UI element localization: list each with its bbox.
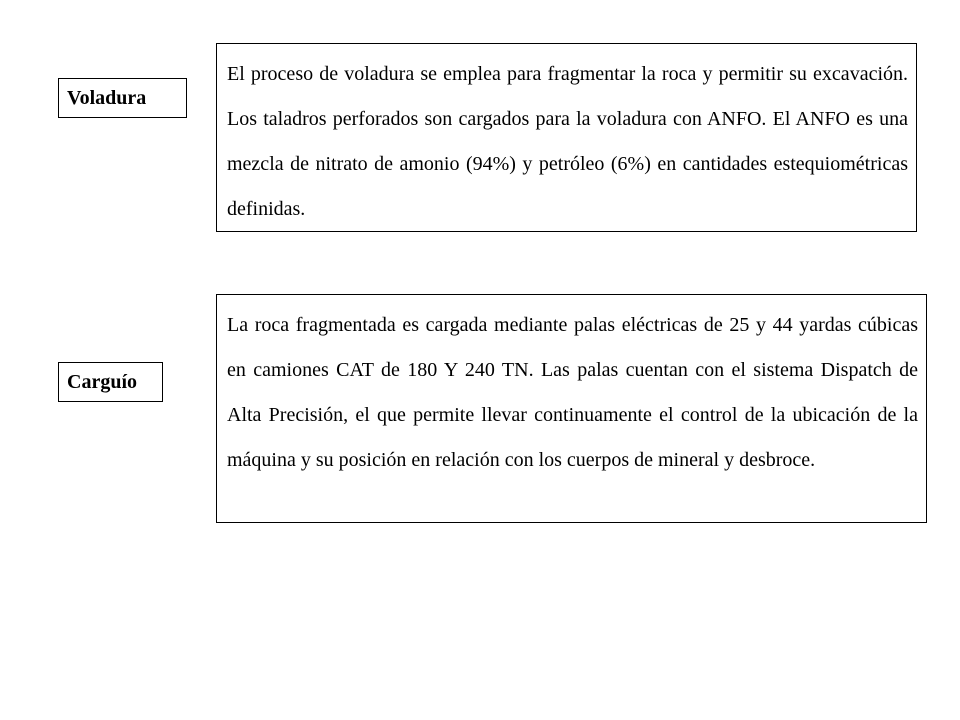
voladura-description: El proceso de voladura se emplea para fragmentar la roca y permitir su excavación. Los taladros perforados son cargados para la voladura con ANFO. El ANFO es una mezcla de nitrato de amonio (94%) y petróleo (6%) en cantidades estequiométricas definidas. [227, 63, 908, 220]
voladura-label: Voladura [58, 78, 187, 118]
voladura-description-box [216, 43, 917, 232]
carguio-description: La roca fragmentada es cargada mediante palas eléctricas de 25 y 44 yardas cúbicas en camiones CAT de 180 Y 240 TN. Las palas cuentan con el sistema Dispatch de Alta Precisión, el que permite llevar continuamente el control de la ubicación de la máquina y su posición en relación con los cuerpos de mineral y desbroce. [227, 314, 918, 471]
carguio-description-box [216, 294, 927, 523]
carguio-label: Carguío [58, 362, 163, 402]
